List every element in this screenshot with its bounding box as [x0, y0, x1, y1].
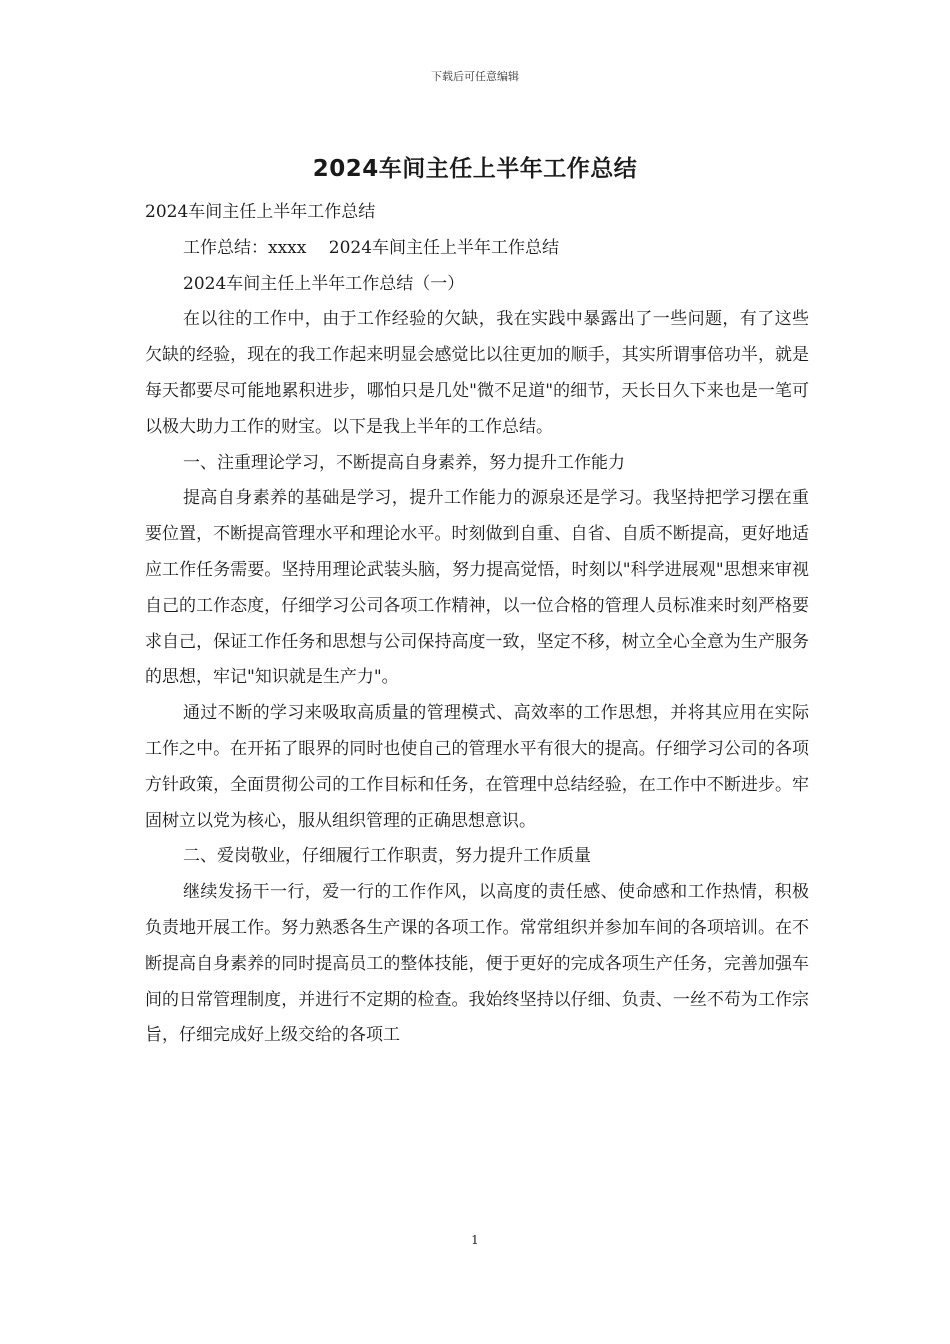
paragraph-section-heading: 2024车间主任上半年工作总结（一）: [183, 273, 465, 294]
paragraph-heading-1: 一、注重理论学习，不断提高自身素养，努力提升工作能力: [183, 452, 625, 473]
paragraph-heading-2: 二、爱岗敬业，仔细履行工作职责，努力提升工作质量: [183, 846, 591, 867]
paragraph-body-3: 继续发扬干一行，爱一行的工作作风，以高度的责任感、使命感和工作热情，积极负责地开展工作。努力熟悉各生产课的各项工作。常常组织并参加车间的各项培训。在不断提高自身素养的同时提高员工的整体技能，便于更好的完成各项生产任务，完善加强车间的日常管理制度，并进行不定期的检查。我始终坚持以仔细、负责、一丝不苟为工作宗旨，仔细完成好上级交给的各项工: [145, 882, 809, 1046]
paragraph-body-1: 提高自身素养的基础是学习，提升工作能力的源泉还是学习。我坚持把学习摆在重要位置，不断提高管理水平和理论水平。时刻做到自重、自省、自质不断提高，更好地适应工作任务需要。坚持用理论武装头脑，努力提高觉悟，时刻以"科学进展观"思想来审视自己的工作态度，仔细学习公司各项工作精神，以一位合格的管理人员标准来时刻严格要求自己，保证工作任务和思想与公司保持高度一致，坚定不移，树立全心全意为生产服务的思想，牢记"知识就是生产力"。: [145, 488, 809, 688]
document-title: 2024车间主任上半年工作总结: [312, 156, 638, 182]
paragraph-body-2: 通过不断的学习来吸取高质量的管理模式、高效率的工作思想，并将其应用在实际工作之中。在开拓了眼界的同时也使自己的管理水平有很大的提高。仔细学习公司的各项方针政策，全面贯彻公司的工作目标和任务，在管理中总结经验，在工作中不断进步。牢固树立以党为核心，服从组织管理的正确思想意识。: [145, 703, 809, 831]
paragraph-summary-line: 工作总结：xxxx 2024车间主任上半年工作总结: [183, 237, 560, 258]
paragraph-intro: 在以往的工作中，由于工作经验的欠缺，我在实践中暴露出了一些问题，有了这些欠缺的经验，现在的我工作起来明显会感觉比以往更加的顺手，其实所谓事倍功半，就是每天都要尽可能地累积进步，哪怕只是几处"微不足道"的细节，天长日久下来也是一笔可以极大助力工作的财宝。以下是我上半年的工作总结。: [145, 309, 809, 437]
page-number: 1: [471, 1233, 479, 1247]
paragraph-subtitle: 2024车间主任上半年工作总结: [145, 202, 376, 222]
document-body: [145, 195, 809, 1054]
header-note: 下载后可任意编辑: [431, 70, 519, 83]
